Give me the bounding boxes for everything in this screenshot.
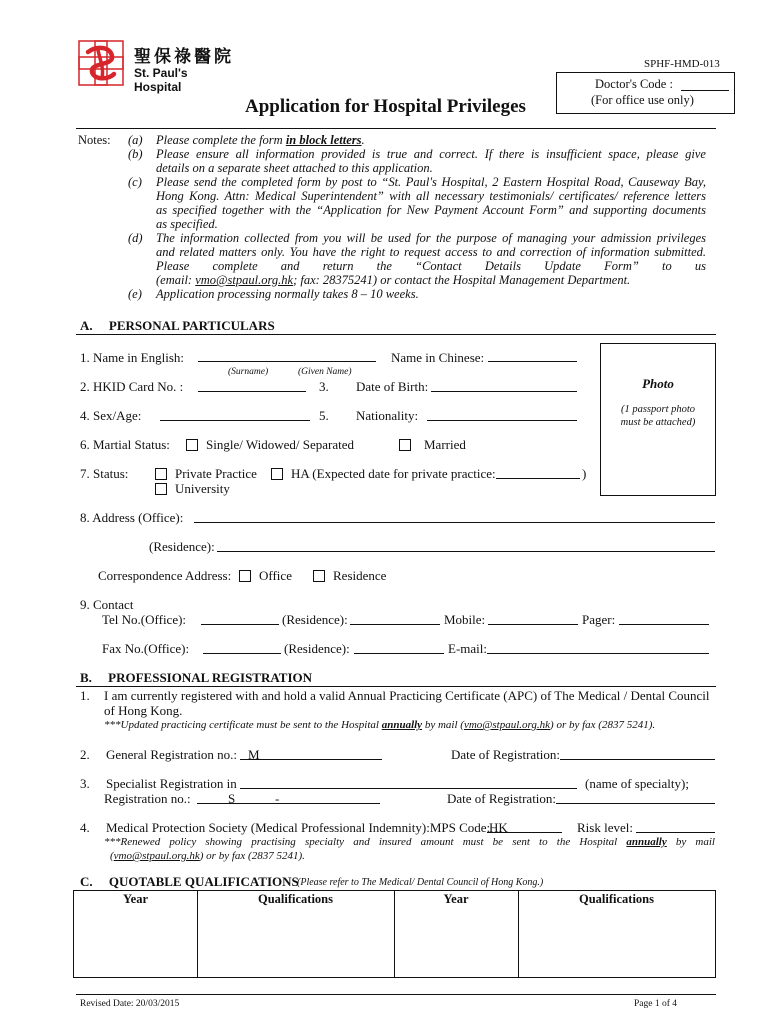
hkid-input[interactable] xyxy=(198,391,306,392)
b4-note2-email[interactable]: vmo@stpaul.org.hk xyxy=(113,850,200,862)
ha-label: HA (Expected date for private practice: xyxy=(291,466,496,481)
office-use-label: (For office use only) xyxy=(591,93,694,107)
ha-date-input[interactable] xyxy=(496,478,580,479)
risk-level-label: Risk level: xyxy=(577,820,633,835)
header-qualifications-1: Qualifications xyxy=(257,892,333,906)
photo-box[interactable] xyxy=(600,343,716,496)
b1-line2: of Hong Kong. xyxy=(104,703,183,718)
qualifications-table xyxy=(73,890,716,978)
b3-label: 3. Specialist Registration in xyxy=(80,776,237,791)
q5-num: 5. xyxy=(319,408,329,423)
b2-date-label: Date of Registration: xyxy=(451,747,561,762)
table-cell-qualifications-1[interactable] xyxy=(198,909,393,976)
residence-address-label: (Residence): xyxy=(149,539,215,554)
b4-note-line2: (vmo@stpaul.org.hk) or by fax (2837 5241). xyxy=(110,850,305,862)
b4-label: 4. Medical Protection Society (Medical Professional Indemnity):MPS Code: xyxy=(80,820,491,835)
private-practice-label: Private Practice xyxy=(175,466,257,481)
b4-note1-post: by mail xyxy=(666,836,715,848)
note-e-prefix: (e) xyxy=(128,287,142,301)
specialist-reg-input[interactable] xyxy=(197,803,380,804)
english-name-input[interactable] xyxy=(198,361,376,362)
specialist-reg-prefix: S xyxy=(228,791,236,806)
q8-label: 8. Address (Office): xyxy=(80,510,184,525)
section-a-title: A. PERSONAL PARTICULARS xyxy=(80,318,275,333)
note-c-line4: as specified. xyxy=(156,217,218,231)
b4-note-line1 xyxy=(104,836,715,848)
tel-office-label: Tel No.(Office): xyxy=(102,612,187,627)
note-d-email-post: ; fax: 28375241) or contact the Hospital Management Department. xyxy=(293,273,631,287)
page-number: Page 1 of 4 xyxy=(634,999,678,1009)
single-checkbox[interactable] xyxy=(186,439,198,451)
risk-level-input[interactable] xyxy=(636,832,715,833)
hospital-logo xyxy=(76,38,236,94)
logo-english-name: St. Paul's Hospital xyxy=(134,66,188,94)
b2-label: 2. General Registration no.: xyxy=(80,747,238,762)
b1-note-mid: by mail ( xyxy=(422,719,464,731)
note-a-prefix: (a) xyxy=(128,133,143,147)
doctor-code-box xyxy=(556,72,735,114)
mobile-label: Mobile: xyxy=(444,612,486,627)
photo-note-line1: (1 passport photo xyxy=(620,404,696,415)
note-a-bold: in block letters xyxy=(285,133,362,147)
b1-line1: I am currently registered with and hold a valid Annual Practicing Certificate (APC) of The Medical / Dental Council xyxy=(104,688,710,703)
tel-office-input[interactable] xyxy=(201,624,279,625)
fax-office-input[interactable] xyxy=(203,653,281,654)
residence-address-input[interactable] xyxy=(217,551,715,552)
note-c-line2: Hong Kong. Attn: Medical Superintendent” with all necessary testimonials/ certificates/ reference letters xyxy=(156,189,706,203)
header-divider xyxy=(76,128,716,129)
pager-input[interactable] xyxy=(619,624,709,625)
page-title: Application for Hospital Privileges xyxy=(245,96,526,117)
note-c-line1: Please send the completed form by post to “St. Paul's Hospital, 2 Eastern Hospital Road, Causeway Bay, xyxy=(156,175,706,189)
notes-label: Notes: xyxy=(78,133,111,147)
hospital-cross-logo-icon xyxy=(76,38,126,88)
nationality-label: Nationality: xyxy=(356,408,419,423)
doctor-code-line[interactable] xyxy=(681,90,729,91)
form-code: SPHF-HMD-013 xyxy=(644,58,720,70)
section-b-rule xyxy=(76,686,716,687)
note-d-prefix: (d) xyxy=(128,231,143,245)
pager-label: Pager: xyxy=(582,612,616,627)
email-label: E-mail: xyxy=(448,641,487,656)
section-b-title: B. PROFESSIONAL REGISTRATION xyxy=(80,670,313,685)
b1-note-post: ) or by fax (2837 5241). xyxy=(550,719,656,731)
chinese-name-input[interactable] xyxy=(488,361,577,362)
general-reg-input[interactable] xyxy=(240,759,382,760)
table-cell-qualifications-2[interactable] xyxy=(519,909,714,976)
revised-date: Revised Date: 20/03/2015 xyxy=(80,999,180,1009)
correspondence-office-label: Office xyxy=(259,568,292,583)
note-e-text: Application processing normally takes 8 – 10 weeks. xyxy=(156,287,419,301)
b4-note1-bold: annually xyxy=(626,836,667,848)
tel-residence-input[interactable] xyxy=(350,624,440,625)
note-d-line4 xyxy=(156,273,630,287)
surname-hint: (Surname) xyxy=(228,367,269,377)
header-qualifications-2: Qualifications xyxy=(578,892,654,906)
note-d-line1: The information collected from you will be used for the purpose of managing your admission privileges xyxy=(156,231,706,245)
fax-residence-label: (Residence): xyxy=(284,641,350,656)
fax-office-label: Fax No.(Office): xyxy=(102,641,190,656)
note-b-prefix: (b) xyxy=(128,147,143,161)
b4-note2-post: ) or by fax (2837 5241). xyxy=(199,850,305,862)
nationality-input[interactable] xyxy=(427,420,577,421)
university-checkbox[interactable] xyxy=(155,483,167,495)
photo-label: Photo xyxy=(642,376,674,391)
section-c-title: C. QUOTABLE QUALIFICATIONS xyxy=(80,874,299,889)
note-a xyxy=(156,133,365,147)
b1-note xyxy=(104,719,655,731)
general-reg-prefix: M xyxy=(248,747,260,762)
photo-note-line2: must be attached) xyxy=(620,417,696,428)
specialty-hint: (name of specialty); xyxy=(585,776,689,791)
note-b-line1: Please ensure all information provided is true and correct. If there is insufficient space, please give xyxy=(156,147,706,161)
private-practice-checkbox[interactable] xyxy=(155,468,167,480)
q1-label: 1. Name in English: xyxy=(80,350,184,365)
married-label: Married xyxy=(424,437,466,452)
dob-label: Date of Birth: xyxy=(356,379,429,394)
b3-date-input[interactable] xyxy=(556,803,715,804)
specialist-reg-dash: - xyxy=(275,791,280,806)
note-c-prefix: (c) xyxy=(128,175,142,189)
header-year-2: Year xyxy=(443,892,469,906)
q4-label: 4. Sex/Age: xyxy=(80,408,142,423)
doctor-code-label: Doctor's Code : xyxy=(595,77,673,91)
tel-residence-label: (Residence): xyxy=(282,612,348,627)
note-b-line2: details on a separate sheet attached to this application. xyxy=(156,161,433,175)
note-a-text: Please complete the form xyxy=(156,133,286,147)
note-a-end: . xyxy=(361,133,365,147)
correspondence-label: Correspondence Address: xyxy=(98,568,232,583)
mobile-input[interactable] xyxy=(488,624,578,625)
section-c-subtitle: (Please refer to The Medical/ Dental Council of Hong Kong.) xyxy=(297,877,544,888)
correspondence-residence-checkbox[interactable] xyxy=(313,570,325,582)
email-input[interactable] xyxy=(487,653,709,654)
q2-label: 2. HKID Card No. : xyxy=(80,379,184,394)
mps-code-prefix: HK xyxy=(489,820,508,835)
b1-note-bold: annually xyxy=(381,719,423,731)
q3-num: 3. xyxy=(319,379,329,394)
sex-age-input[interactable] xyxy=(160,420,310,421)
dob-input[interactable] xyxy=(431,391,577,392)
table-cell-year-2[interactable] xyxy=(395,909,517,976)
q6-label: 6. Martial Status: xyxy=(80,437,170,452)
footer-rule xyxy=(76,994,716,995)
table-cell-year-1[interactable] xyxy=(75,909,196,976)
note-d-line3: Please complete and return the “Contact Details Update Form” to us xyxy=(156,259,706,273)
note-c-line3: as specified together with the “Application for New Payment Account Form” and supporting documents xyxy=(156,203,706,217)
correspondence-office-checkbox[interactable] xyxy=(239,570,251,582)
note-d-email-link[interactable]: vmo@stpaul.org.hk xyxy=(195,273,294,287)
specialty-input[interactable] xyxy=(240,788,577,789)
ha-close: ) xyxy=(582,466,587,481)
office-address-input[interactable] xyxy=(194,522,715,523)
married-checkbox[interactable] xyxy=(399,439,411,451)
header-year-1: Year xyxy=(123,892,148,906)
q9-label: 9. Contact xyxy=(80,597,134,612)
b2-date-input[interactable] xyxy=(560,759,715,760)
b3-reg-label: Registration no.: xyxy=(104,791,191,806)
q7-label: 7. Status: xyxy=(80,466,129,481)
note-d-line2: and related matters only. You have the right to request access to and correction of information submitted. xyxy=(156,245,706,259)
chinese-name-label: Name in Chinese: xyxy=(391,350,485,365)
single-label: Single/ Widowed/ Separated xyxy=(206,437,354,452)
b1-note-email[interactable]: vmo@stpaul.org.hk xyxy=(463,719,551,731)
ha-checkbox[interactable] xyxy=(271,468,283,480)
university-label: University xyxy=(175,481,230,496)
b4-note1-pre: ***Renewed policy showing practising specialty and insured amount must be sent to the Hospital xyxy=(104,836,627,848)
section-a-rule xyxy=(76,334,716,335)
b1-note-pre: ***Updated practicing certificate must be sent to the Hospital xyxy=(104,719,382,731)
b1-num: 1. xyxy=(80,688,90,703)
given-name-hint: (Given Name) xyxy=(298,367,352,377)
b3-date-label: Date of Registration: xyxy=(447,791,557,806)
correspondence-residence-label: Residence xyxy=(333,568,387,583)
logo-chinese-name: 聖保祿醫院 xyxy=(134,47,234,67)
fax-residence-input[interactable] xyxy=(354,653,444,654)
note-d-email-pre: (email: xyxy=(156,273,196,287)
